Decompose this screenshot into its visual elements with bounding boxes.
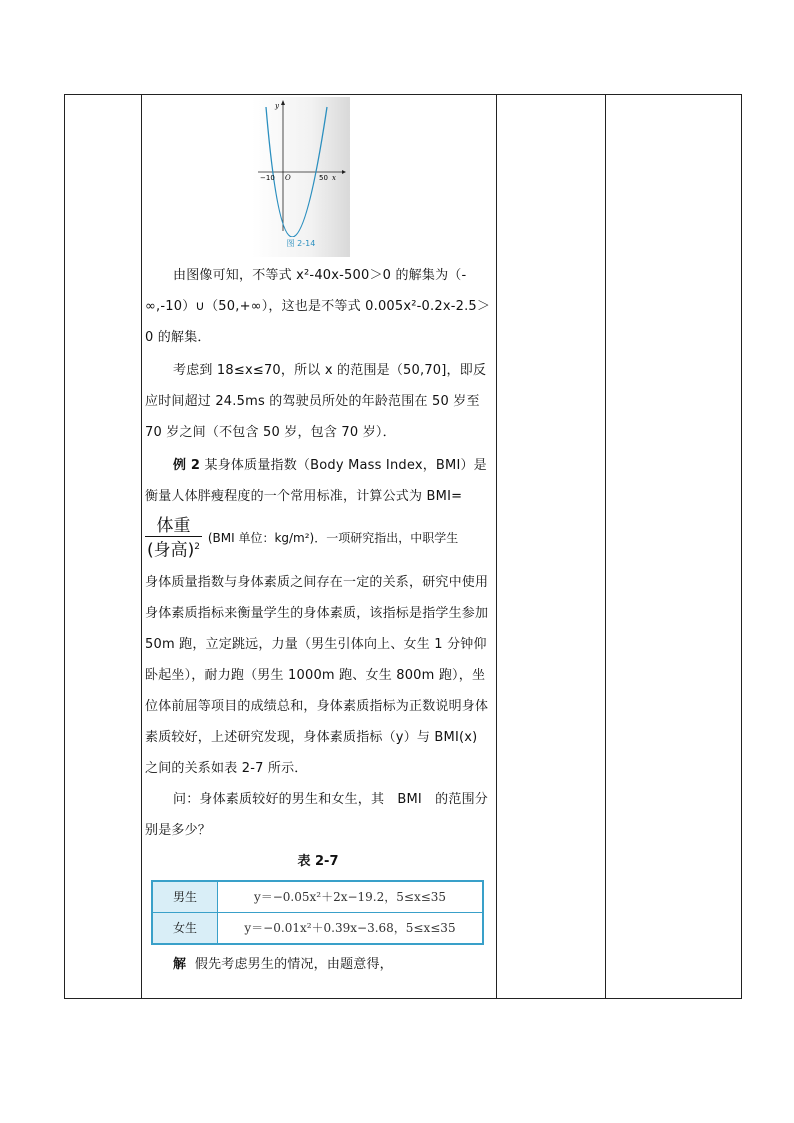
row-label-female: 女生 — [152, 912, 218, 944]
bmi-fraction — [145, 516, 202, 561]
solution-text: 假先考虑男生的情况，由题意得， — [194, 956, 393, 972]
relation-table — [151, 880, 484, 945]
paragraph-question: 问：身体素质较好的男生和女生，其 BMI 的范围分别是多少？ — [145, 791, 488, 838]
paragraph-solution-set: 由图像可知，不等式 x²-40x-500＞0 的解集为（-∞,-10）∪（50,+∞），这也是不等式 0.005x²-0.2x-2.5＞0 的解集． — [145, 268, 491, 345]
row-formula-female: y＝−0.01x²＋0.39x−3.68，5≤x≤35 — [218, 912, 484, 944]
figure-spacer — [145, 96, 491, 260]
solution-label: 解 — [173, 956, 187, 972]
denominator-text: (身高) — [147, 540, 195, 561]
x-axis-label: x — [332, 174, 336, 182]
figure-caption: 图 2-14 — [286, 239, 316, 248]
tick-label-neg10: −10 — [260, 174, 275, 182]
paragraph-example-2 — [145, 450, 491, 512]
table-row — [152, 881, 483, 913]
fraction-numerator: 体重 — [156, 516, 191, 536]
y-axis-label: y — [275, 102, 279, 110]
bmi-formula-line — [145, 516, 491, 561]
bmi-unit-text: (BMI 单位：kg/m²)．一项研究指出，中职学生 — [207, 530, 459, 545]
column-divider — [605, 95, 606, 998]
content-column — [145, 96, 491, 980]
table-row — [152, 912, 483, 944]
row-formula-male: y＝−0.05x²＋2x−19.2，5≤x≤35 — [218, 881, 484, 913]
denominator-exponent: 2 — [194, 542, 200, 552]
column-divider — [496, 95, 497, 998]
example-label: 例 2 — [173, 458, 201, 473]
fraction-denominator — [145, 536, 202, 561]
column-divider — [141, 95, 142, 998]
paragraph-age-range: 考虑到 18≤x≤70，所以 x 的范围是（50,70]，即反应时间超过 24.5ms 的驾驶员所处的年龄范围在 50 岁至 70 岁之间（不包含 50 岁，包含 70 岁）． — [145, 363, 487, 440]
row-label-male: 男生 — [152, 881, 218, 913]
table-title: 表 2-7 — [297, 853, 339, 869]
paragraph-study: 身体质量指数与身体素质之间存在一定的关系，研究中使用身体素质指标来衡量学生的身体素质，该指标是指学生参加 50m 跑，立定跳远，力量（男生引体向上、女生 1 分钟仰卧起坐），耐力跑（男生 1000m 跑、女生 800m 跑），坐位体前屈等项目的成绩总和，身体素质指标为正数说明身体素质较好，上述研究发现，身体素质指标（y）与 BMI(x) 之间的关系如表 2-7 所示． — [145, 574, 489, 776]
example-text: 某身体质量指数（Body Mass Index，BMI）是衡量人体胖瘦程度的一个常用标准，计算公式为 BMI= — [145, 458, 487, 504]
origin-label: O — [285, 174, 291, 182]
paragraph-solution — [145, 949, 491, 980]
tick-label-50: 50 — [319, 174, 328, 182]
